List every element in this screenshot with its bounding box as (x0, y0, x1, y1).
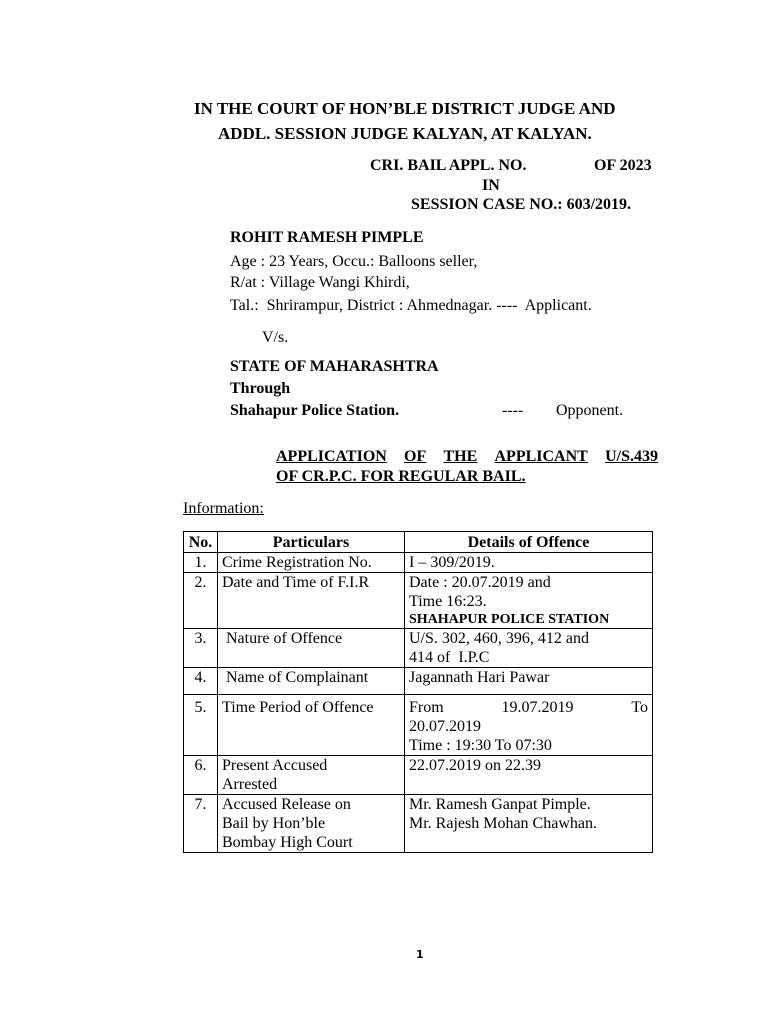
application-title-word: APPLICANT (494, 448, 588, 465)
table-header-row (184, 532, 653, 553)
court-heading-line-2: ADDL. SESSION JUDGE KALYAN, AT KALYAN. (218, 124, 592, 143)
row-details-line: 414 of I.P.C (409, 649, 490, 666)
row-number: 2. (184, 573, 218, 629)
table-row (184, 668, 653, 695)
information-label: Information: (183, 500, 264, 517)
row-number: 1. (184, 553, 218, 573)
bail-application-year: OF 2023 (594, 157, 652, 174)
table-row (184, 629, 653, 668)
applicant-name: ROHIT RAMESH PIMPLE (230, 229, 424, 246)
row-details-line: Date : 20.07.2019 and (409, 574, 551, 591)
row-details: I – 309/2019. (405, 553, 653, 573)
row-particular: Crime Registration No. (218, 553, 405, 573)
row-particular-line: Bombay High Court (222, 834, 353, 851)
row-details-line: Mr. Ramesh Ganpat Pimple. (409, 796, 591, 813)
applicant-age: Age : 23 Years, Occu.: Balloons seller, (230, 253, 478, 270)
row-details: 22.07.2019 on 22.39 (405, 756, 653, 795)
opponent-through: Through (230, 380, 291, 397)
opponent-role: Opponent. (556, 402, 624, 419)
in-label: IN (482, 177, 500, 194)
row-details-line: 20.07.2019 (409, 718, 481, 735)
application-title-word: OF (404, 448, 427, 465)
court-heading-line-1: IN THE COURT OF HON’BLE DISTRICT JUDGE AND (194, 99, 616, 118)
row-number: 6. (184, 756, 218, 795)
row-details-line: Time 16:23. (409, 593, 487, 610)
application-title-line-2: OF CR.P.C. FOR REGULAR BAIL. (276, 468, 526, 485)
row-particular (218, 756, 405, 795)
row-number: 5. (184, 695, 218, 756)
applicant-taluka: Tal.: Shrirampur, District : Ahmednagar. ---- Applicant. (230, 297, 592, 314)
page-number: 1 (416, 948, 424, 961)
row-number: 7. (184, 795, 218, 853)
application-title-word: U/S.439 (605, 448, 658, 465)
table-row (184, 553, 653, 573)
row-details: Jagannath Hari Pawar (405, 668, 653, 695)
row-number: 4. (184, 668, 218, 695)
from-date: 19.07.2019 (501, 699, 574, 716)
column-header-details: Details of Offence (405, 532, 653, 553)
column-header-particulars: Particulars (218, 532, 405, 553)
row-details (405, 795, 653, 853)
bail-application-number: CRI. BAIL APPL. NO. (370, 157, 527, 174)
row-number: 3. (184, 629, 218, 668)
column-header-no: No. (184, 532, 218, 553)
row-particular (218, 795, 405, 853)
opponent-dashes: ---- (502, 402, 524, 419)
row-details-line: U/S. 302, 460, 396, 412 and (409, 630, 589, 647)
row-details-line: Time : 19:30 To 07:30 (409, 737, 552, 754)
applicant-residence: R/at : Village Wangi Khirdi, (230, 274, 410, 291)
session-case-number: SESSION CASE NO.: 603/2019. (411, 196, 632, 213)
row-particular-line: Arrested (222, 776, 278, 793)
from-label: From (409, 699, 444, 716)
table-row (184, 695, 653, 756)
row-details-line (409, 698, 648, 717)
table-row (184, 756, 653, 795)
row-particular: Time Period of Offence (218, 695, 405, 756)
row-details-line: Mr. Rajesh Mohan Chawhan. (409, 815, 597, 832)
application-title-word: APPLICATION (276, 448, 387, 465)
row-particular-line: Accused Release on (222, 796, 351, 813)
application-title-line-1 (276, 448, 658, 466)
row-details (405, 573, 653, 629)
row-particular-line: Present Accused (222, 757, 328, 774)
row-details (405, 629, 653, 668)
opponent-name: STATE OF MAHARASHTRA (230, 358, 439, 375)
row-particular: Name of Complainant (218, 668, 405, 695)
application-title-word: THE (443, 448, 478, 465)
row-particular: Nature of Offence (218, 629, 405, 668)
police-station-line: SHAHAPUR POLICE STATION (409, 612, 610, 627)
versus-label: V/s. (262, 329, 289, 346)
row-particular-line: Bail by Hon’ble (222, 815, 326, 832)
row-particular: Date and Time of F.I.R (218, 573, 405, 629)
offence-details-table (183, 531, 653, 853)
row-details (405, 695, 653, 756)
to-label: To (631, 699, 648, 716)
table-row (184, 573, 653, 629)
table-row (184, 795, 653, 853)
opponent-station: Shahapur Police Station. (230, 402, 400, 419)
